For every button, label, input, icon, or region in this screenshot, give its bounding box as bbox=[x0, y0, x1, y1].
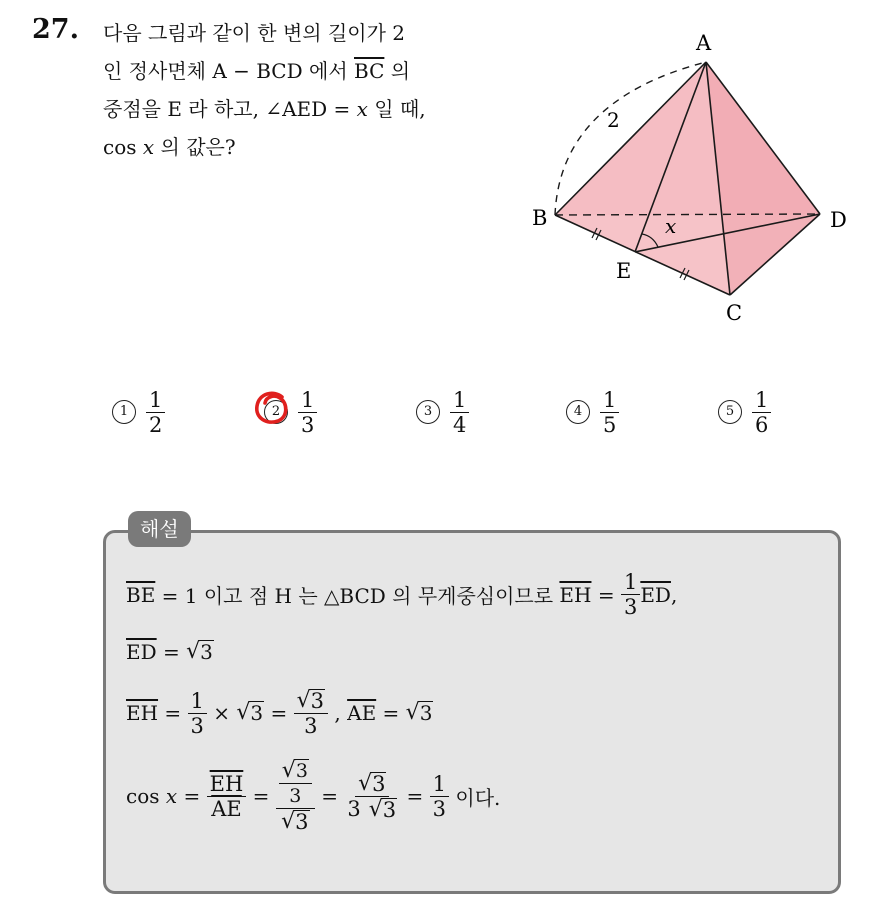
choice-number-1: 1 bbox=[112, 400, 136, 424]
solution-line-3: $\overline{EH}$ = $\frac{1}{3}$ × √ 3 = √ 3 3 , $\overline{AE}$ = √ 3 bbox=[126, 688, 433, 738]
choice-number-4: 4 bbox=[566, 400, 590, 424]
choice-fraction-4: $\frac{1}{5}$ bbox=[600, 388, 619, 437]
choice-3[interactable] bbox=[416, 380, 469, 444]
choice-fraction-5: $\frac{1}{6}$ bbox=[752, 388, 771, 437]
solution-line-1: $\overline{BE}$ = 1 이고 점 H 는 △BCD 의 무게중심이므로 $\overline{EH}$ = $\frac{1}{3}$ $\overline{ED}$ , bbox=[126, 570, 678, 619]
choice-fraction-2: $\frac{1}{3}$ bbox=[298, 388, 317, 437]
choice-number-5: 5 bbox=[718, 400, 742, 424]
label-d: D bbox=[830, 208, 847, 232]
label-a: A bbox=[696, 31, 712, 55]
label-e: E bbox=[616, 259, 632, 283]
choice-number-3: 3 bbox=[416, 400, 440, 424]
question-line-1: 다음 그림과 같이 한 변의 길이가 2 bbox=[103, 21, 406, 45]
label-2: 2 bbox=[607, 108, 620, 132]
face-abc bbox=[555, 62, 730, 295]
choice-fraction-3: $\frac{1}{4}$ bbox=[450, 388, 469, 437]
choice-5[interactable] bbox=[718, 380, 771, 444]
choice-fraction-1: $\frac{1}{2}$ bbox=[146, 388, 165, 437]
solution-line-2: $\overline{ED}$ = √ 3 bbox=[126, 639, 213, 664]
label-x: x bbox=[665, 214, 677, 238]
answer-circle-marker bbox=[252, 388, 292, 428]
solution-tag: 해설 bbox=[128, 511, 191, 547]
question-line-4: cos x 의 값은? bbox=[103, 135, 236, 159]
choice-number-2: 2 bbox=[264, 400, 288, 424]
label-b: B bbox=[532, 206, 548, 230]
question-line-2: 인 정사면체 A − BCD 에서 $\overline{BC}$ 의 bbox=[103, 59, 411, 83]
choice-1[interactable] bbox=[112, 380, 165, 444]
segment-bc: $\overline{BC}$ bbox=[354, 59, 385, 83]
question-number: 27. bbox=[32, 14, 79, 45]
label-c: C bbox=[726, 301, 743, 325]
answer-choices bbox=[0, 380, 884, 450]
choice-4[interactable] bbox=[566, 380, 619, 444]
question-text bbox=[103, 14, 503, 166]
solution-line-4: cos x = $\frac{\overline{EH}}{AE}$ = √ 3 3 √ 3 = √ 3 3 √ 3 = $\frac{1}{3}$ 이다. bbox=[126, 758, 501, 834]
tetrahedron-figure bbox=[520, 20, 860, 330]
question-line-3: 중점을 E 라 하고, ∠AED = x 일 때, bbox=[103, 97, 426, 121]
